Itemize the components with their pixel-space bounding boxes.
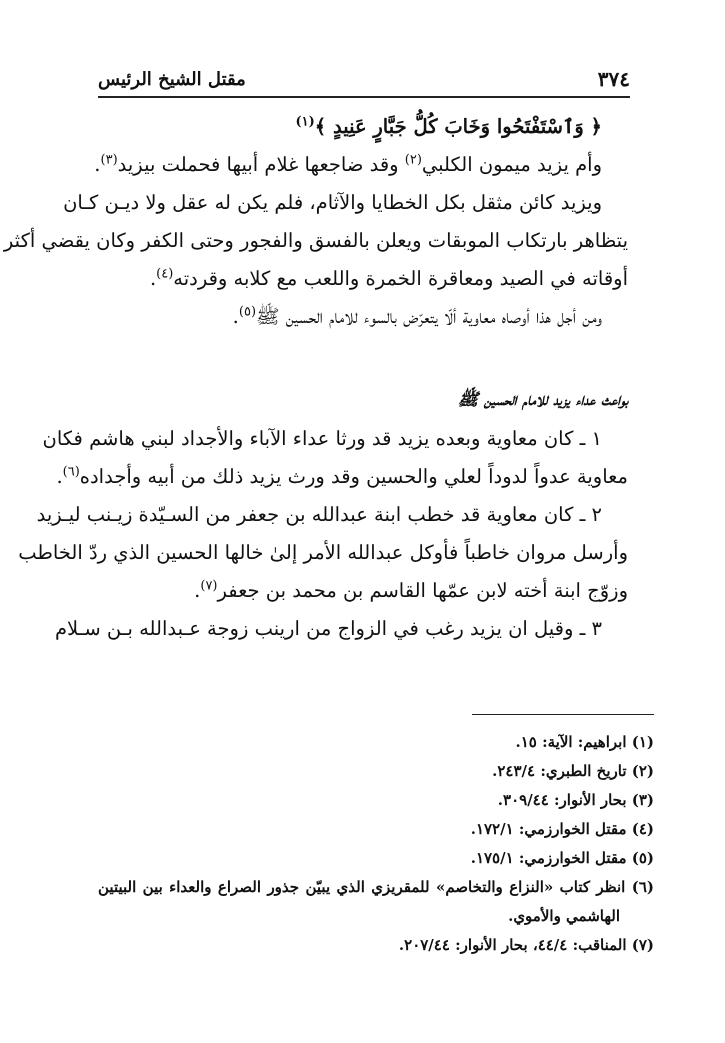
text-run: معاوية عدواً لدوداً لعلي والحسين وقد ورث يزيد ذلك من أبيه وأجداده (79, 465, 628, 488)
footnote-ref: (٥) (238, 304, 257, 320)
paragraph-line: معاوية عدواً لدوداً لعلي والحسين وقد ورث يزيد ذلك من أبيه وأجداده$^{(٦)}$. (56, 464, 628, 488)
paragraph-line: ٢ ـ كان معاوية قد خطب ابنة عبدالله بن جعفر من السـيّدة زيـنب ليـزيد (36, 503, 602, 526)
footnote: (٣) بحار الأنوار: ٣٠٩/٤٤. (497, 791, 654, 809)
footnote-ref: (٧) (200, 578, 218, 594)
text-run: وزوّج ابنة أخته لابن عمّها القاسم بن محمد بن جعفر (217, 579, 628, 602)
footnote: (٢) تاريخ الطبري: ٢٤٣/٤. (492, 762, 654, 780)
main-text (3, 108, 628, 648)
paragraph-line: أوقاته في الصيد ومعاقرة الخمرة واللعب مع كلابه وقردته$^{(٤)}$. (149, 266, 628, 290)
paragraph-line: ويزيد كائن مثقل بكل الخطايا والآثام، فلم يكن له عقل ولا ديـن كـان (63, 191, 602, 214)
footnote: (٥) مقتل الخوارزمي: ١٧٥/١. (470, 849, 654, 867)
page-header (98, 62, 630, 98)
text-run: أوقاته في الصيد ومعاقرة الخمرة واللعب مع كلابه وقردته (173, 267, 628, 290)
section-heading: بواعث عداء يزيد للامام الحسين ﷺ (457, 390, 628, 410)
footnote: (٦) انظر كتاب «النزاع والتخاصم» للمقريزي الذي يبيّن جذور الصراع والعداء بين البيتين (98, 878, 654, 896)
footnote: (٤) مقتل الخوارزمي: ١٧٢/١. (470, 820, 654, 838)
footnote-ref: (٤) (156, 266, 174, 282)
text-run: ومن أجل هذا أوصاه معاوية ألّا يتعرّض بالسوء للامام الحسين ﷺ (256, 305, 602, 328)
paragraph-line: ١ ـ كان معاوية وبعده يزيد قد ورثا عداء الآباء والأجداد لبني هاشم فكان (42, 427, 602, 450)
paragraph-line: وزوّج ابنة أخته لابن عمّها القاسم بن محمد بن جعفر$^{(٧)}$. (194, 578, 628, 602)
footnote: (٧) المناقب: ٤٤/٤، بحار الأنوار: ٢٠٧/٤٤. (398, 936, 654, 954)
footnote: (١) ابراهيم: الآية: ١٥. (515, 733, 654, 751)
footnote-continuation: الهاشمي والأموي. (508, 907, 620, 925)
paragraph-line: ٣ ـ وقيل ان يزيد رغب في الزواج من ارينب زوجة عـبدالله بـن سـلام (54, 617, 602, 640)
footnote-ref: (٣) (100, 152, 118, 168)
running-title: مقتل الشيخ الرئيس (98, 68, 246, 90)
text-run: وأم يزيد ميمون الكلبي (421, 153, 602, 176)
paragraph-line: يتظاهر بارتكاب الموبقات ويعلن بالفسق والفجور وحتى الكفر وكان يقضي أكثر (3, 229, 628, 252)
text-run: وقد ضاجعها غلام أبيها فحملت بيزيد (117, 153, 405, 176)
footnote-separator (472, 714, 654, 715)
quran-verse (98, 108, 628, 146)
footnote-ref: (١) (295, 114, 315, 130)
paragraph-line: وأرسل مروان خاطباً فأوكل عبدالله الأمر إلىٰ خالها الحسين الذي ردّ الخاطب (18, 541, 628, 564)
verse-text: ﴿ وَٱسْتَفْتَحُوا وَخَابَ كُلُّ جَبَّارٍ عَنِيدٍ ﴾ (314, 115, 602, 138)
paragraph-line: وأم يزيد ميمون الكلبي$^{(٢)}$ وقد ضاجعها غلام أبيها فحملت بيزيد$^{(٣)}$. (94, 152, 602, 176)
paragraph-line: ومن أجل هذا أوصاه معاوية ألّا يتعرّض بالسوء للامام الحسين ﷺ$^{(٥)}$. (232, 304, 602, 328)
page-number: ٣٧٤ (597, 67, 630, 91)
footnote-ref: (٢) (404, 152, 422, 168)
footnotes (98, 728, 654, 960)
footnote-ref: (٦) (62, 464, 80, 480)
